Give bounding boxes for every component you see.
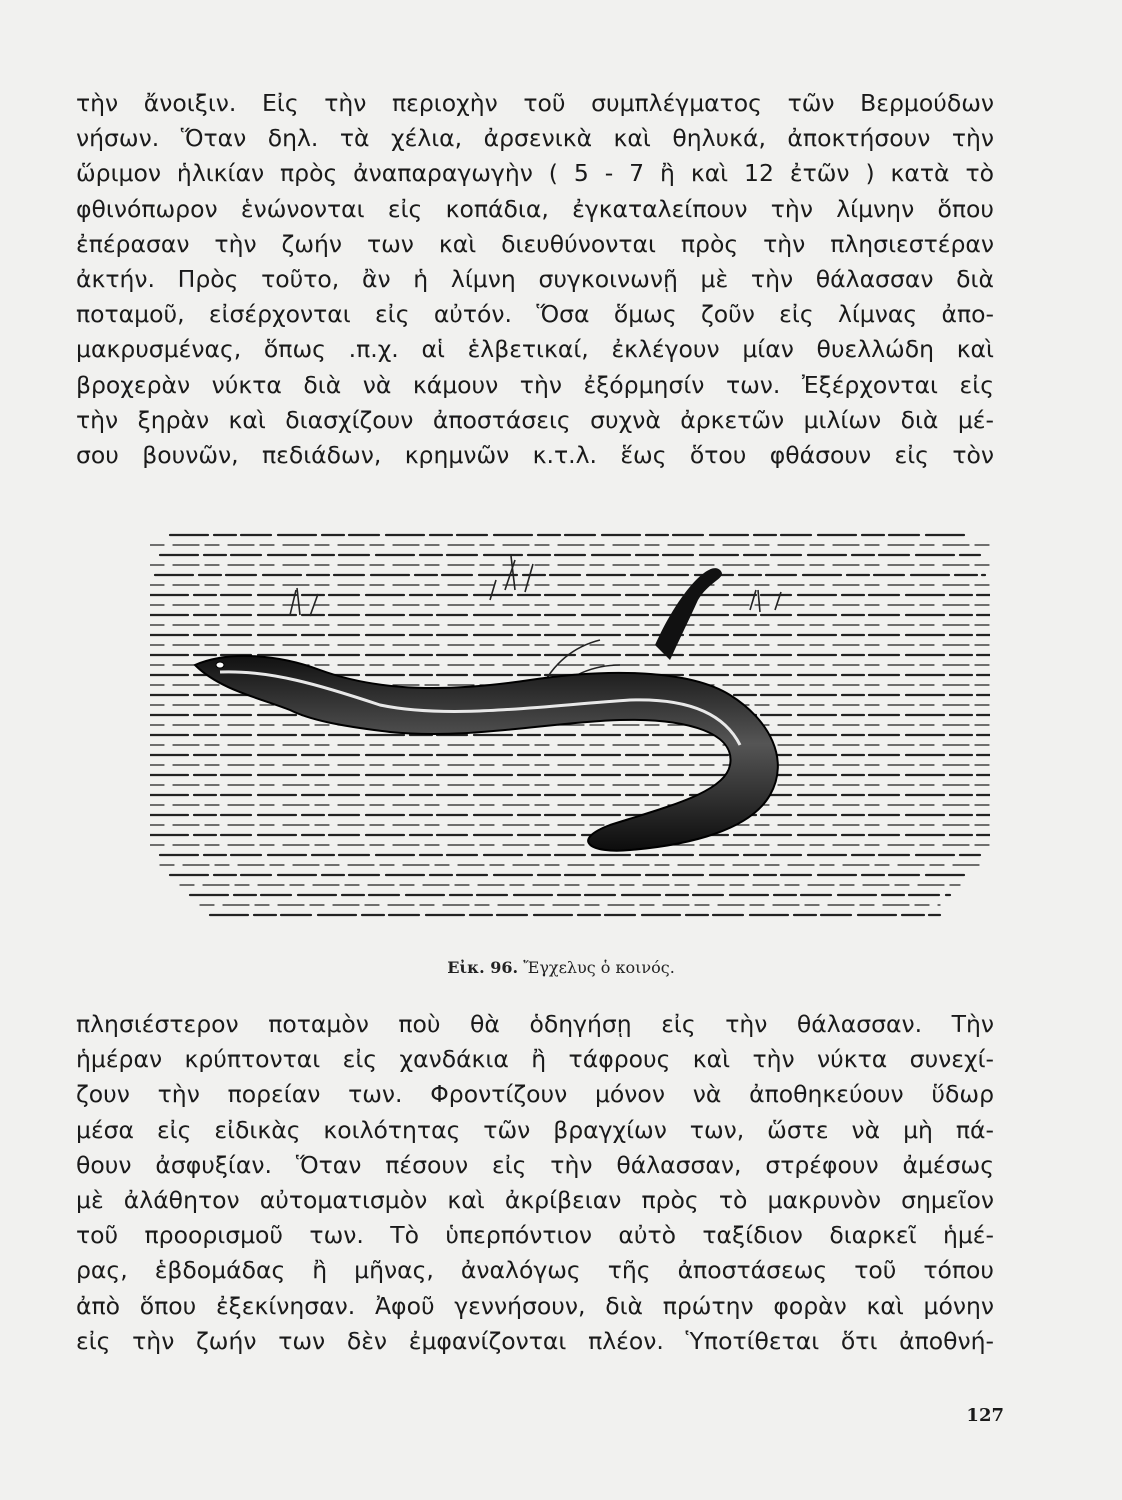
figure-label: Εἰκ. 96. — [447, 958, 519, 977]
text-line: μακρυσμένας, ὅπως .π.χ. αἱ ἑλβετικαί, ἐκλέγουν μίαν θυελλώδη καὶ — [76, 335, 994, 364]
text-line: εἰς τὴν ζωήν των δὲν ἐμφανίζονται πλέον. Ὑποτίθεται ὅτι ἀποθνή- — [76, 1326, 994, 1355]
paragraph-top — [76, 86, 994, 473]
text-line: νήσων. Ὅταν δηλ. τὰ χέλια, ἀρσενικὰ καὶ θηλυκά, ἀποκτήσουν τὴν — [76, 124, 994, 153]
text-line: ἡμέραν κρύπτονται εἰς χανδάκια ἢ τάφρους καὶ τὴν νύκτα συνεχί- — [76, 1045, 994, 1074]
text-line: βροχερὰν νύκτα διὰ νὰ κάμουν τὴν ἐξόρμησίν των. Ἐξέρχονται εἰς — [76, 370, 994, 399]
text-line: πλησιέστερον ποταμὸν ποὺ θὰ ὁδηγήσῃ εἰς τὴν θάλασσαν. Τὴν — [76, 1010, 994, 1038]
text-line: ἀπὸ ὅπου ἐξεκίνησαν. Ἀφοῦ γεννήσουν, διὰ πρώτην φορὰν καὶ μόνην — [76, 1291, 994, 1320]
text-line: τὴν ξηρὰν καὶ διασχίζουν ἀποστάσεις συχνὰ ἀρκετῶν μιλίων διὰ μέ- — [76, 405, 994, 434]
text-line: τοῦ προορισμοῦ των. Τὸ ὑπερπόντιον αὐτὸ ταξίδιον διαρκεῖ ἡμέ- — [76, 1221, 994, 1250]
text-line: ζουν τὴν πορείαν των. Φροντίζουν μόνον νὰ ἀποθηκεύουν ὕδωρ — [76, 1080, 994, 1109]
text-line: ἀκτήν. Πρὸς τοῦτο, ἂν ἡ λίμνη συγκοινωνῇ μὲ τὴν θάλασσαν διὰ — [76, 265, 994, 294]
water-hatching — [150, 535, 990, 915]
text-line: μὲ ἀλάθητον αὐτοματισμὸν καὶ ἀκρίβειαν πρὸς τὸ μακρυνὸν σημεῖον — [76, 1186, 994, 1215]
text-line: μέσα εἰς εἰδικὰς κοιλότητας τῶν βραγχίων των, ὥστε νὰ μὴ πά- — [76, 1115, 994, 1144]
text-line: φθινόπωρον ἑνώνονται εἰς κοπάδια, ἐγκαταλείπουν τὴν λίμνην ὅπου — [76, 194, 994, 223]
text-line: τὴν ἄνοιξιν. Εἰς τὴν περιοχὴν τοῦ συμπλέγματος τῶν Βερμούδων — [76, 89, 994, 117]
eel-eye — [216, 662, 224, 668]
text-line: ρας, ἑβδομάδας ἢ μῆνας, ἀναλόγως τῆς ἀποστάσεως τοῦ τόπου — [76, 1256, 994, 1285]
text-line: θουν ἀσφυξίαν. Ὅταν πέσουν εἰς τὴν θάλασσαν, στρέφουν ἀμέσως — [76, 1150, 994, 1179]
eel-body — [195, 656, 778, 851]
eel-illustration — [150, 520, 990, 925]
figure-caption-text: Ἔγχελυς ὁ κοινός. — [523, 958, 675, 977]
figure-caption — [0, 958, 1122, 977]
text-line: ὥριμον ἡλικίαν πρὸς ἀναπαραγωγὴν ( 5 - 7 ἢ καὶ 12 ἐτῶν ) κατὰ τὸ — [76, 159, 994, 188]
text-line: ἐπέρασαν τὴν ζωήν των καὶ διευθύνονται πρὸς τὴν πλησιεστέραν — [76, 229, 994, 258]
page-number: 127 — [966, 1405, 1004, 1426]
text-line: σου βουνῶν, πεδιάδων, κρημνῶν κ.τ.λ. ἕως ὅτου φθάσουν εἰς τὸν — [76, 441, 994, 470]
text-line: ποταμοῦ, εἰσέρχονται εἰς αὐτόν. Ὅσα ὅμως ζοῦν εἰς λίμνας ἀπο- — [76, 300, 994, 329]
paragraph-bottom — [76, 1007, 994, 1359]
